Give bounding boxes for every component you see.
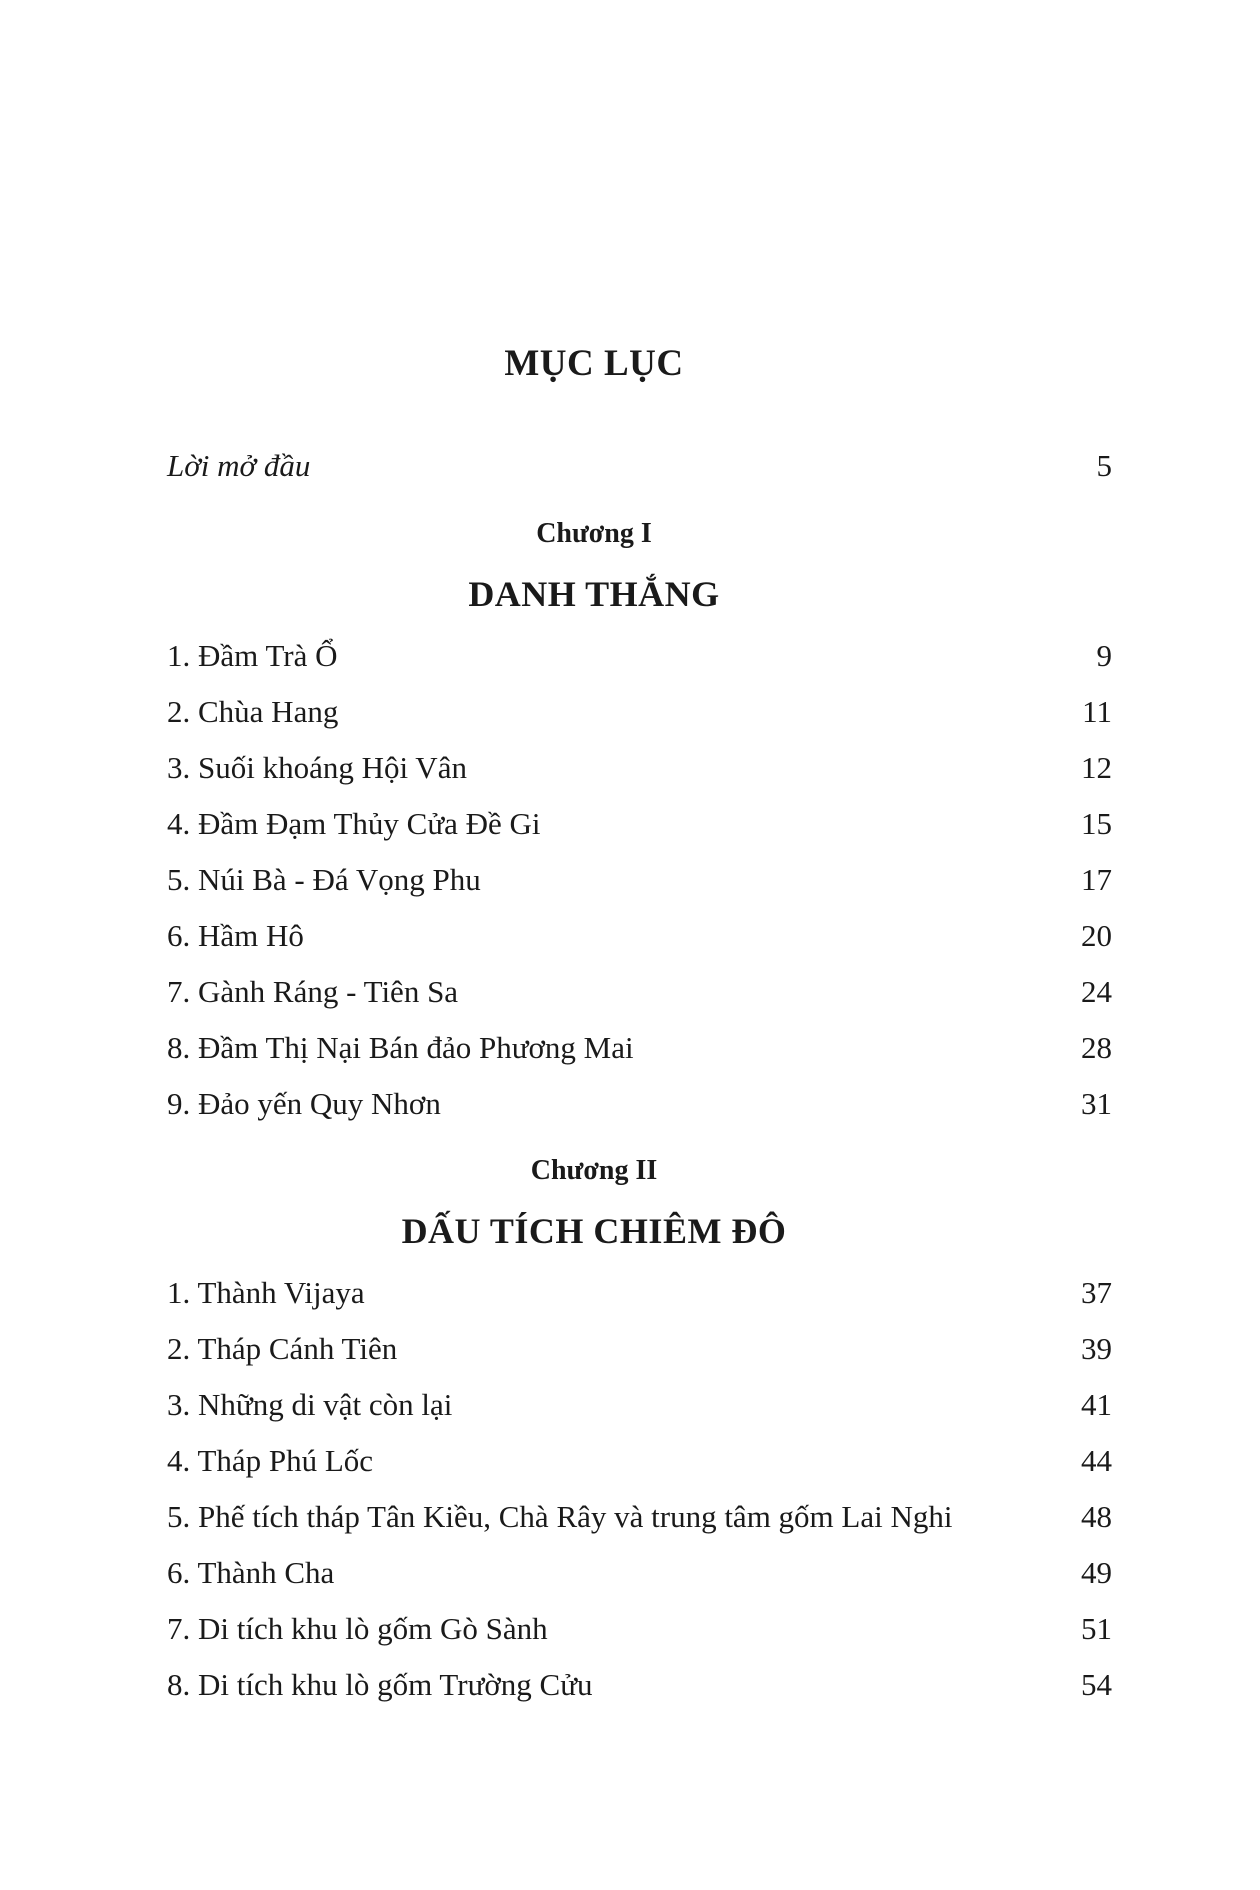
toc-entry-page: 24 <box>1081 974 1112 1009</box>
toc-entry-label: 8. Đầm Thị Nại Bán đảo Phương Mai <box>167 1030 634 1065</box>
toc-entry-label: 6. Hầm Hô <box>167 918 304 953</box>
toc-entry <box>167 1499 1112 1543</box>
page-title: MỤC LỤC <box>504 343 684 384</box>
toc-entry-label: 2. Tháp Cánh Tiên <box>167 1331 398 1366</box>
toc-entry-page: 37 <box>1081 1275 1112 1310</box>
toc-entry <box>167 1667 1112 1711</box>
toc-entry <box>167 750 1112 794</box>
toc-entry-label: 7. Gành Ráng - Tiên Sa <box>167 974 459 1009</box>
toc-entry-label: 2. Chùa Hang <box>167 694 339 729</box>
toc-entry <box>167 806 1112 850</box>
toc-entry-label: 5. Núi Bà - Đá Vọng Phu <box>167 862 481 897</box>
toc-entry-page: 51 <box>1081 1611 1112 1646</box>
toc-entry-label: 9. Đảo yến Quy Nhơn <box>167 1086 441 1121</box>
chapter-2-label: Chương II <box>530 1155 658 1186</box>
toc-entry <box>167 1030 1112 1074</box>
toc-entry <box>167 638 1112 682</box>
toc-entry-page: 39 <box>1081 1331 1112 1366</box>
chapter-1-title: DANH THẮNG <box>468 574 720 614</box>
toc-entry-label: 3. Suối khoáng Hội Vân <box>167 750 467 785</box>
toc-entry <box>167 1387 1112 1431</box>
toc-entry <box>167 1275 1112 1319</box>
toc-entry <box>167 1443 1112 1487</box>
toc-entry <box>167 1611 1112 1655</box>
toc-entry <box>167 1331 1112 1375</box>
toc-entry-label: 8. Di tích khu lò gốm Trường Cửu <box>167 1667 593 1702</box>
toc-entry-page: 15 <box>1081 806 1112 841</box>
toc-entry-page: 11 <box>1082 694 1112 729</box>
toc-entry-page: 49 <box>1081 1555 1112 1590</box>
toc-entry-page: 44 <box>1081 1443 1112 1478</box>
toc-entry-page: 9 <box>1096 638 1112 673</box>
toc-entry-page: 54 <box>1081 1667 1112 1702</box>
toc-entry <box>167 1086 1112 1130</box>
toc-entry-label: 1. Thành Vijaya <box>167 1275 365 1310</box>
toc-entry <box>167 918 1112 962</box>
toc-entry-page: 31 <box>1081 1086 1112 1121</box>
toc-entry-label: 1. Đầm Trà Ổ <box>167 638 338 673</box>
toc-entry-page: 48 <box>1081 1499 1112 1534</box>
chapter-2-title: DẤU TÍCH CHIÊM ĐÔ <box>401 1211 787 1251</box>
toc-entry-page: 17 <box>1081 862 1112 897</box>
toc-entry-label: 7. Di tích khu lò gốm Gò Sành <box>167 1611 548 1646</box>
toc-entry-page: 41 <box>1081 1387 1112 1422</box>
toc-entry-intro <box>167 448 1112 492</box>
toc-entry-label: 4. Tháp Phú Lốc <box>167 1443 374 1478</box>
toc-entry-label: 4. Đầm Đạm Thủy Cửa Đề Gi <box>167 806 541 841</box>
toc-entry <box>167 862 1112 906</box>
toc-entry <box>167 1555 1112 1599</box>
chapter-1-label: Chương I <box>536 518 652 549</box>
toc-entry-page: 12 <box>1081 750 1112 785</box>
toc-entry <box>167 974 1112 1018</box>
toc-entry-label: 6. Thành Cha <box>167 1555 335 1590</box>
toc-entry-label: 5. Phế tích tháp Tân Kiều, Chà Rây và trung tâm gốm Lai Nghi <box>167 1499 953 1534</box>
toc-entry-label: 3. Những di vật còn lại <box>167 1387 453 1422</box>
toc-entry-label: Lời mở đầu <box>167 448 311 483</box>
toc-entry <box>167 694 1112 738</box>
toc-entry-page: 28 <box>1081 1030 1112 1065</box>
toc-entry-page: 5 <box>1096 448 1112 483</box>
toc-entry-page: 20 <box>1081 918 1112 953</box>
